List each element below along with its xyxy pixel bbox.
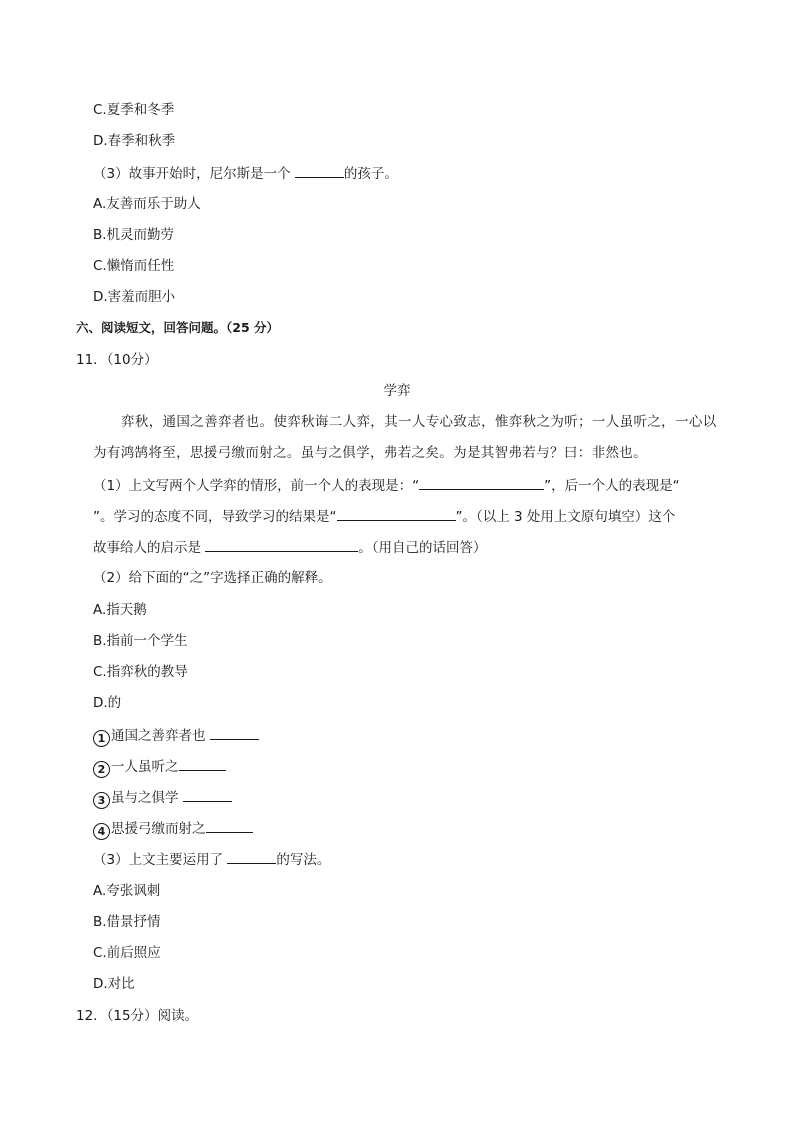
item-text: 虽与之俱学 [111,790,183,806]
q11-sub3-stem-after: 的写法。 [276,852,331,868]
q11-sub3-stem-before: （3）上文主要运用了 [93,852,228,868]
answer-blank[interactable] [295,163,344,178]
q10-sub3-stem-before: （3）故事开始时，尼尔斯是一个 [93,166,295,182]
q12-number: 12．（15分）阅读。 [76,1008,199,1024]
q11-sub1-line2-a: ”。学习的态度不同，导致学习的结果是“ [93,509,337,525]
passage-title: 学弈 [383,383,411,399]
answer-blank[interactable] [206,818,253,833]
passage-line-1: 弈秋，通国之善弈者也。使弈秋诲二人弈，其一人专心致志，惟弈秋之为听；一人虽听之，一心以 [121,414,717,430]
q11-sub2-item-3 [93,787,232,809]
q11-sub3-option-a: A.夸张讽刺 [93,883,161,899]
item-text: 通国之善弈者也 [111,728,210,744]
item-text: 一人虽听之 [111,759,179,775]
q10-sub3-stem-after: 的孩子。 [343,166,398,182]
answer-blank[interactable] [205,537,358,552]
q11-sub3-option-b: B.借景抒情 [93,914,161,930]
q11-sub1-line3-a: 故事给人的启示是 [93,540,206,556]
answer-blank[interactable] [419,475,544,490]
q11-sub1-line2-b: ”。（以上 3 处用上文原句填空）这个 [455,509,676,525]
answer-blank[interactable] [227,849,276,864]
q11-sub2-item-4 [93,818,253,840]
answer-blank[interactable] [183,787,232,802]
q10-sub3-option-c: C.懒惰而任性 [93,258,175,274]
q11-sub2-option-b: B.指前一个学生 [93,633,188,649]
answer-blank[interactable] [210,725,259,740]
q10-sub3-option-d: D.害羞而胆小 [93,289,176,305]
passage-line-2: 为有鸿鹄将至，思援弓缴而射之。虽与之俱学，弗若之矣。为是其智弗若与？曰：非然也。 [93,445,647,461]
q11-sub1-line1 [93,475,680,496]
q11-sub1-line1-b: ”，后一个人的表现是“ [544,478,680,494]
circled-number: 1 [93,730,110,747]
answer-blank[interactable] [179,756,226,771]
circled-number: 3 [93,792,110,809]
q11-sub2-item-2 [93,756,226,778]
q10-sub3-stem [93,163,398,184]
q11-sub3-option-d: D.对比 [93,976,135,992]
q11-sub2-stem: （2）给下面的“之”字选择正确的解释。 [93,570,332,586]
q11-sub3-stem [93,849,330,870]
q11-sub3-option-c: C.前后照应 [93,945,161,961]
q11-sub1-line2 [93,506,675,527]
q10-option-d: D.春季和秋季 [93,133,176,149]
q11-sub1-line3 [93,537,487,558]
answer-blank[interactable] [337,506,456,521]
q11-sub2-option-d: D.的 [93,695,122,711]
q11-sub1-line3-b: 。（用自己的话回答） [358,540,487,556]
q11-sub2-option-c: C.指弈秋的教导 [93,664,188,680]
q10-option-c: C.夏季和冬季 [93,102,175,118]
circled-number: 2 [93,761,110,778]
circled-number: 4 [93,823,110,840]
q10-sub3-option-a: A.友善而乐于助人 [93,196,201,212]
q11-sub1-line1-a: （1）上文写两个人学弈的情形，前一个人的表现是：“ [93,478,420,494]
q10-sub3-option-b: B.机灵而勤劳 [93,227,175,243]
q11-number: 11．（10分） [76,352,158,368]
item-text: 思援弓缴而射之 [111,821,206,837]
q11-sub2-option-a: A.指天鹅 [93,602,147,618]
q11-sub2-item-1 [93,725,259,747]
section-heading: 六、阅读短文，回答问题。（25 分） [76,320,279,335]
